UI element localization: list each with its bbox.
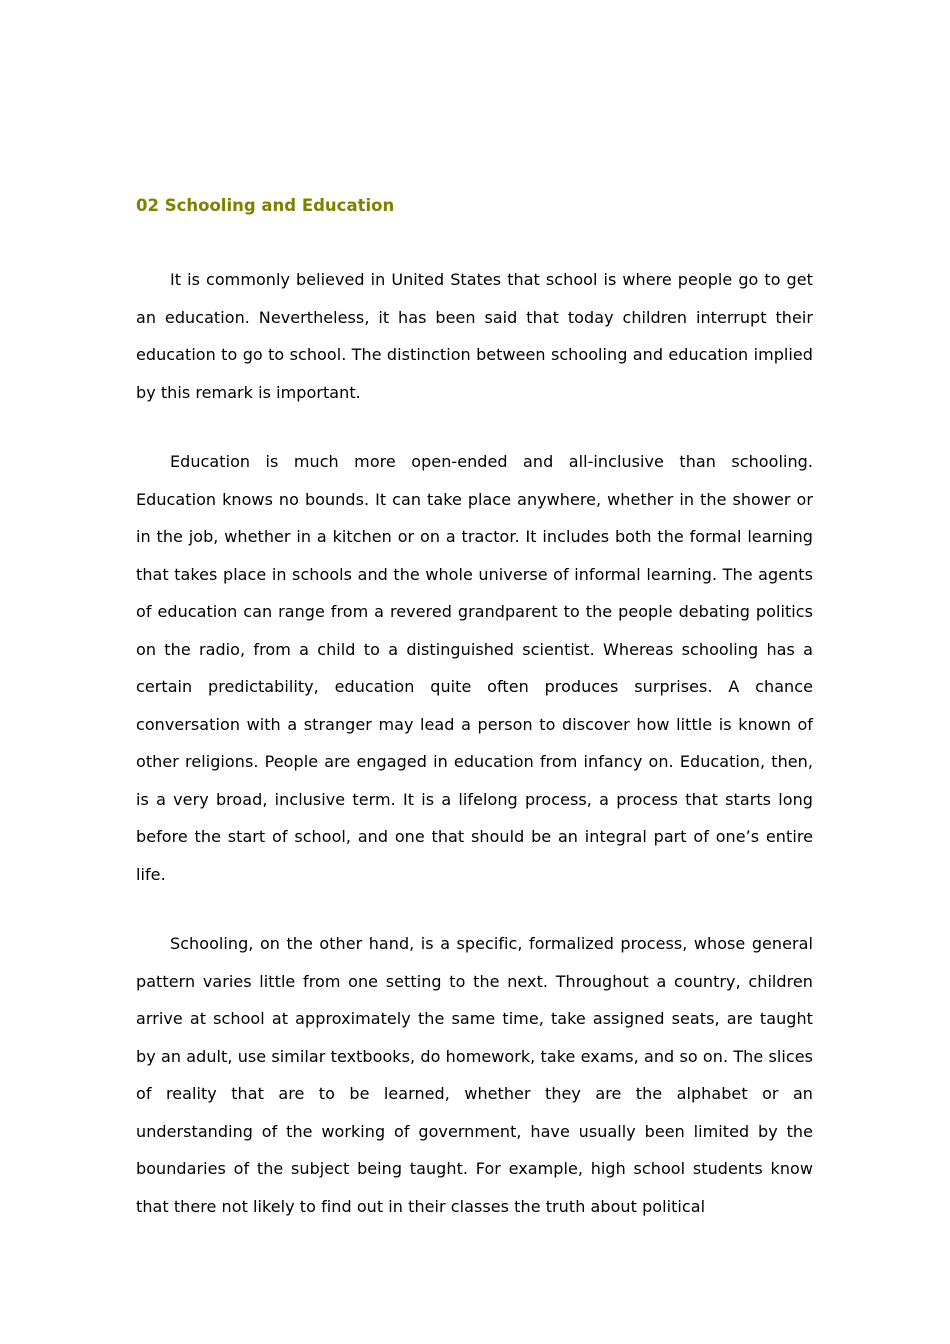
- paragraph-schooling-intro: It is commonly believed in United States that school is where people go to get an education. Nevertheless, it has been said that today children interrupt their education to go to school. The distinction between schooling and education implied by this remark is important.: [136, 270, 813, 402]
- document-page: [136, 194, 813, 1225]
- section-heading: 02 Schooling and Education: [136, 196, 395, 215]
- paragraph-education: Education is much more open-ended and all-inclusive than schooling. Education knows no bounds. It can take place anywhere, whether in the shower or in the job, whether in a kitchen or on a tractor. It includes both the formal learning that takes place in schools and the whole universe of informal learning. The agents of education can range from a revered grandparent to the people debating politics on the radio, from a child to a distinguished scientist. Whereas schooling has a certain predictability, education quite often produces surprises. A chance conversation with a stranger may lead a person to discover how little is known of other religions. People are engaged in education from infancy on. Education, then, is a very broad, inclusive term. It is a lifelong process, a process that starts long before the start of school, and one that should be an integral part of one’s entire life.: [136, 452, 813, 884]
- paragraph-schooling: Schooling, on the other hand, is a specific, formalized process, whose general pattern varies little from one setting to the next. Throughout a country, children arrive at school at approximately the same time, take assigned seats, are taught by an adult, use similar textbooks, do homework, take exams, and so on. The slices of reality that are to be learned, whether they are the alphabet or an understanding of the working of government, have usually been limited by the boundaries of the subject being taught. For example, high school students know that there not likely to find out in their classes the truth about political: [136, 934, 813, 1216]
